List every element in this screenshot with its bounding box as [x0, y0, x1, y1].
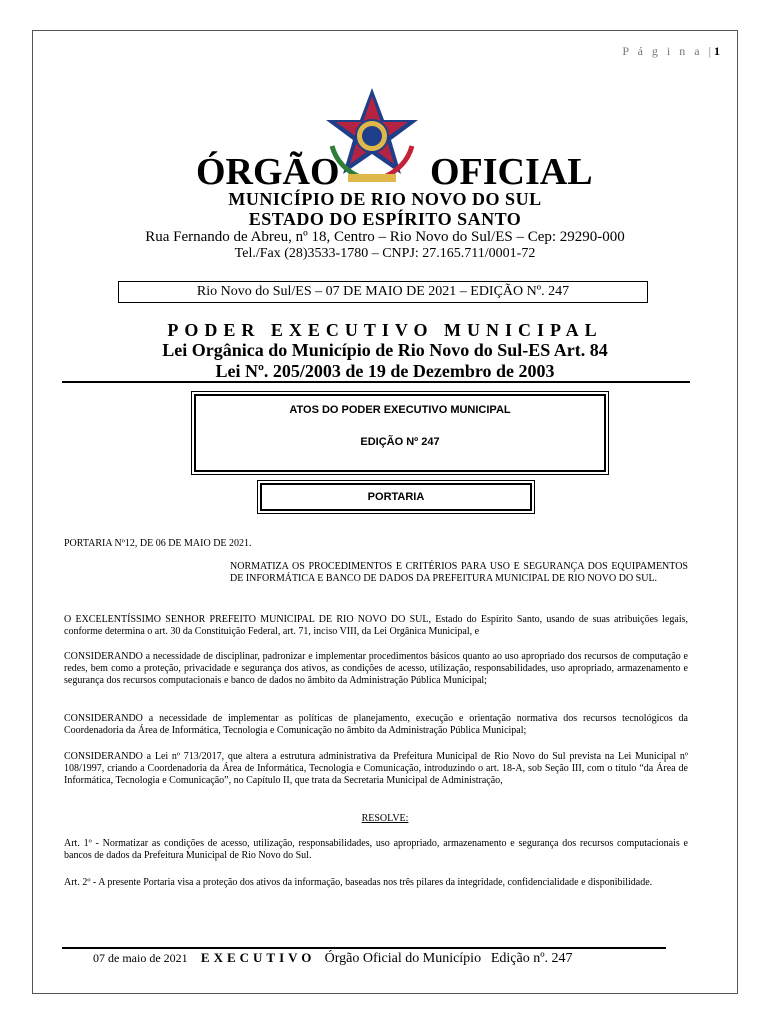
paragraph-considerando-2: CONSIDERANDO a necessidade de implementar as políticas de planejamento, execução e orientação normativa dos recursos tecnológicos da Coordenadoria da Área de Informática, Tecnologia e Comunicação no âmbito da Administração Pública Municipal; [64, 713, 688, 737]
masthead-title-left: ÓRGÃO [196, 151, 340, 193]
footer [93, 950, 573, 967]
seal-medallion-center [362, 126, 382, 146]
footer-orgao: Órgão Oficial do Município [324, 951, 482, 966]
lei-organica-heading: Lei Orgânica do Município de Rio Novo do Sul-ES Art. 84 [162, 340, 608, 360]
footer-executivo: EXECUTIVO [200, 950, 316, 965]
article-1: Art. 1º - Normatizar as condições de acesso, utilização, responsabilidades, uso apropriado, armazenamento e segurança dos recursos computacionais e bancos de dados da Prefeitura Municipal de Rio Novo do Sul. [64, 838, 688, 862]
atos-box-edition: EDIÇÃO Nº 247 [360, 436, 440, 448]
paragraph-considerando-3: CONSIDERANDO a Lei nº 713/2017, que altera a estrutura administrativa da Prefeitura Municipal de Rio Novo do Sul prevista na Lei Municipal nº 108/1997, criando a Coordenadoria da Área de Informática, Tecnologia e Comunicação, introduzindo o art. 18-A, sob Seção III, com o título “da Área de Informática, Tecnologia e Comunicação”, no Capítulo II, que trata da Secretaria Municipal de Administração, [64, 751, 688, 787]
page-number: P á g i n a |1 [622, 44, 720, 58]
edition-box: Rio Novo do Sul/ES – 07 DE MAIO DE 2021 – EDIÇÃO Nº. 247 [118, 281, 648, 303]
address-line: Rua Fernando de Abreu, nº 18, Centro – Rio Novo do Sul/ES – Cep: 29290-000 [145, 229, 625, 245]
footer-divider [62, 947, 666, 949]
footer-edicao: Edição nº. 247 [490, 951, 573, 966]
atos-box-title: ATOS DO PODER EXECUTIVO MUNICIPAL [289, 404, 511, 416]
masthead-title-right: OFICIAL [430, 151, 593, 193]
article-2: Art. 2º - A presente Portaria visa a proteção dos ativos da informação, baseadas nos três pilares da integridade, confidencialidade e disponibilidade. [64, 877, 653, 888]
seal-ribbon [348, 174, 396, 182]
poder-executivo-heading: PODER EXECUTIVO MUNICIPAL [167, 320, 603, 340]
footer-date: 07 de maio de 2021 [93, 951, 188, 965]
portaria-ementa: NORMATIZA OS PROCEDIMENTOS E CRITÉRIOS PARA USO E SEGURANÇA DOS EQUIPAMENTOS DE INFORMÁTICA E BANCO DE DADOS DA PREFEITURA MUNICIPAL DE RIO NOVO DO SUL. [230, 561, 688, 584]
resolve-heading: RESOLVE: [361, 813, 409, 824]
estado-heading: ESTADO DO ESPÍRITO SANTO [248, 209, 522, 229]
lei-numero-heading: Lei Nº. 205/2003 de 19 de Dezembro de 2003 [215, 361, 555, 381]
header-divider [62, 381, 690, 383]
portaria-title: PORTARIA Nº12, DE 06 DE MAIO DE 2021. [64, 538, 252, 549]
atos-box [194, 394, 606, 472]
section-box-portaria: PORTARIA [260, 483, 532, 511]
paragraph-preamble: O EXCELENTÍSSIMO SENHOR PREFEITO MUNICIPAL DE RIO NOVO DO SUL, Estado do Espírito Santo, usando de suas atribuições legais, conforme determina o art. 30 da Constituição Federal, art. 71, inciso VIII, da Lei Orgânica Municipal, e [64, 614, 688, 638]
paragraph-considerando-1: CONSIDERANDO a necessidade de disciplinar, padronizar e implementar procedimentos básicos quanto ao uso apropriado dos recursos de computação e redes, bem como a proteção, privacidade e segurança dos ativos, as condições de acesso, utilização, responsabilidades, uso apropriado, armazenamento e segurança dos recursos computacionais e banco de dados no âmbito da Administração Pública Municipal; [64, 651, 688, 687]
contact-line: Tel./Fax (28)3533-1780 – CNPJ: 27.165.711/0001-72 [234, 246, 536, 261]
municipio-heading: MUNICÍPIO DE RIO NOVO DO SUL [228, 189, 542, 209]
